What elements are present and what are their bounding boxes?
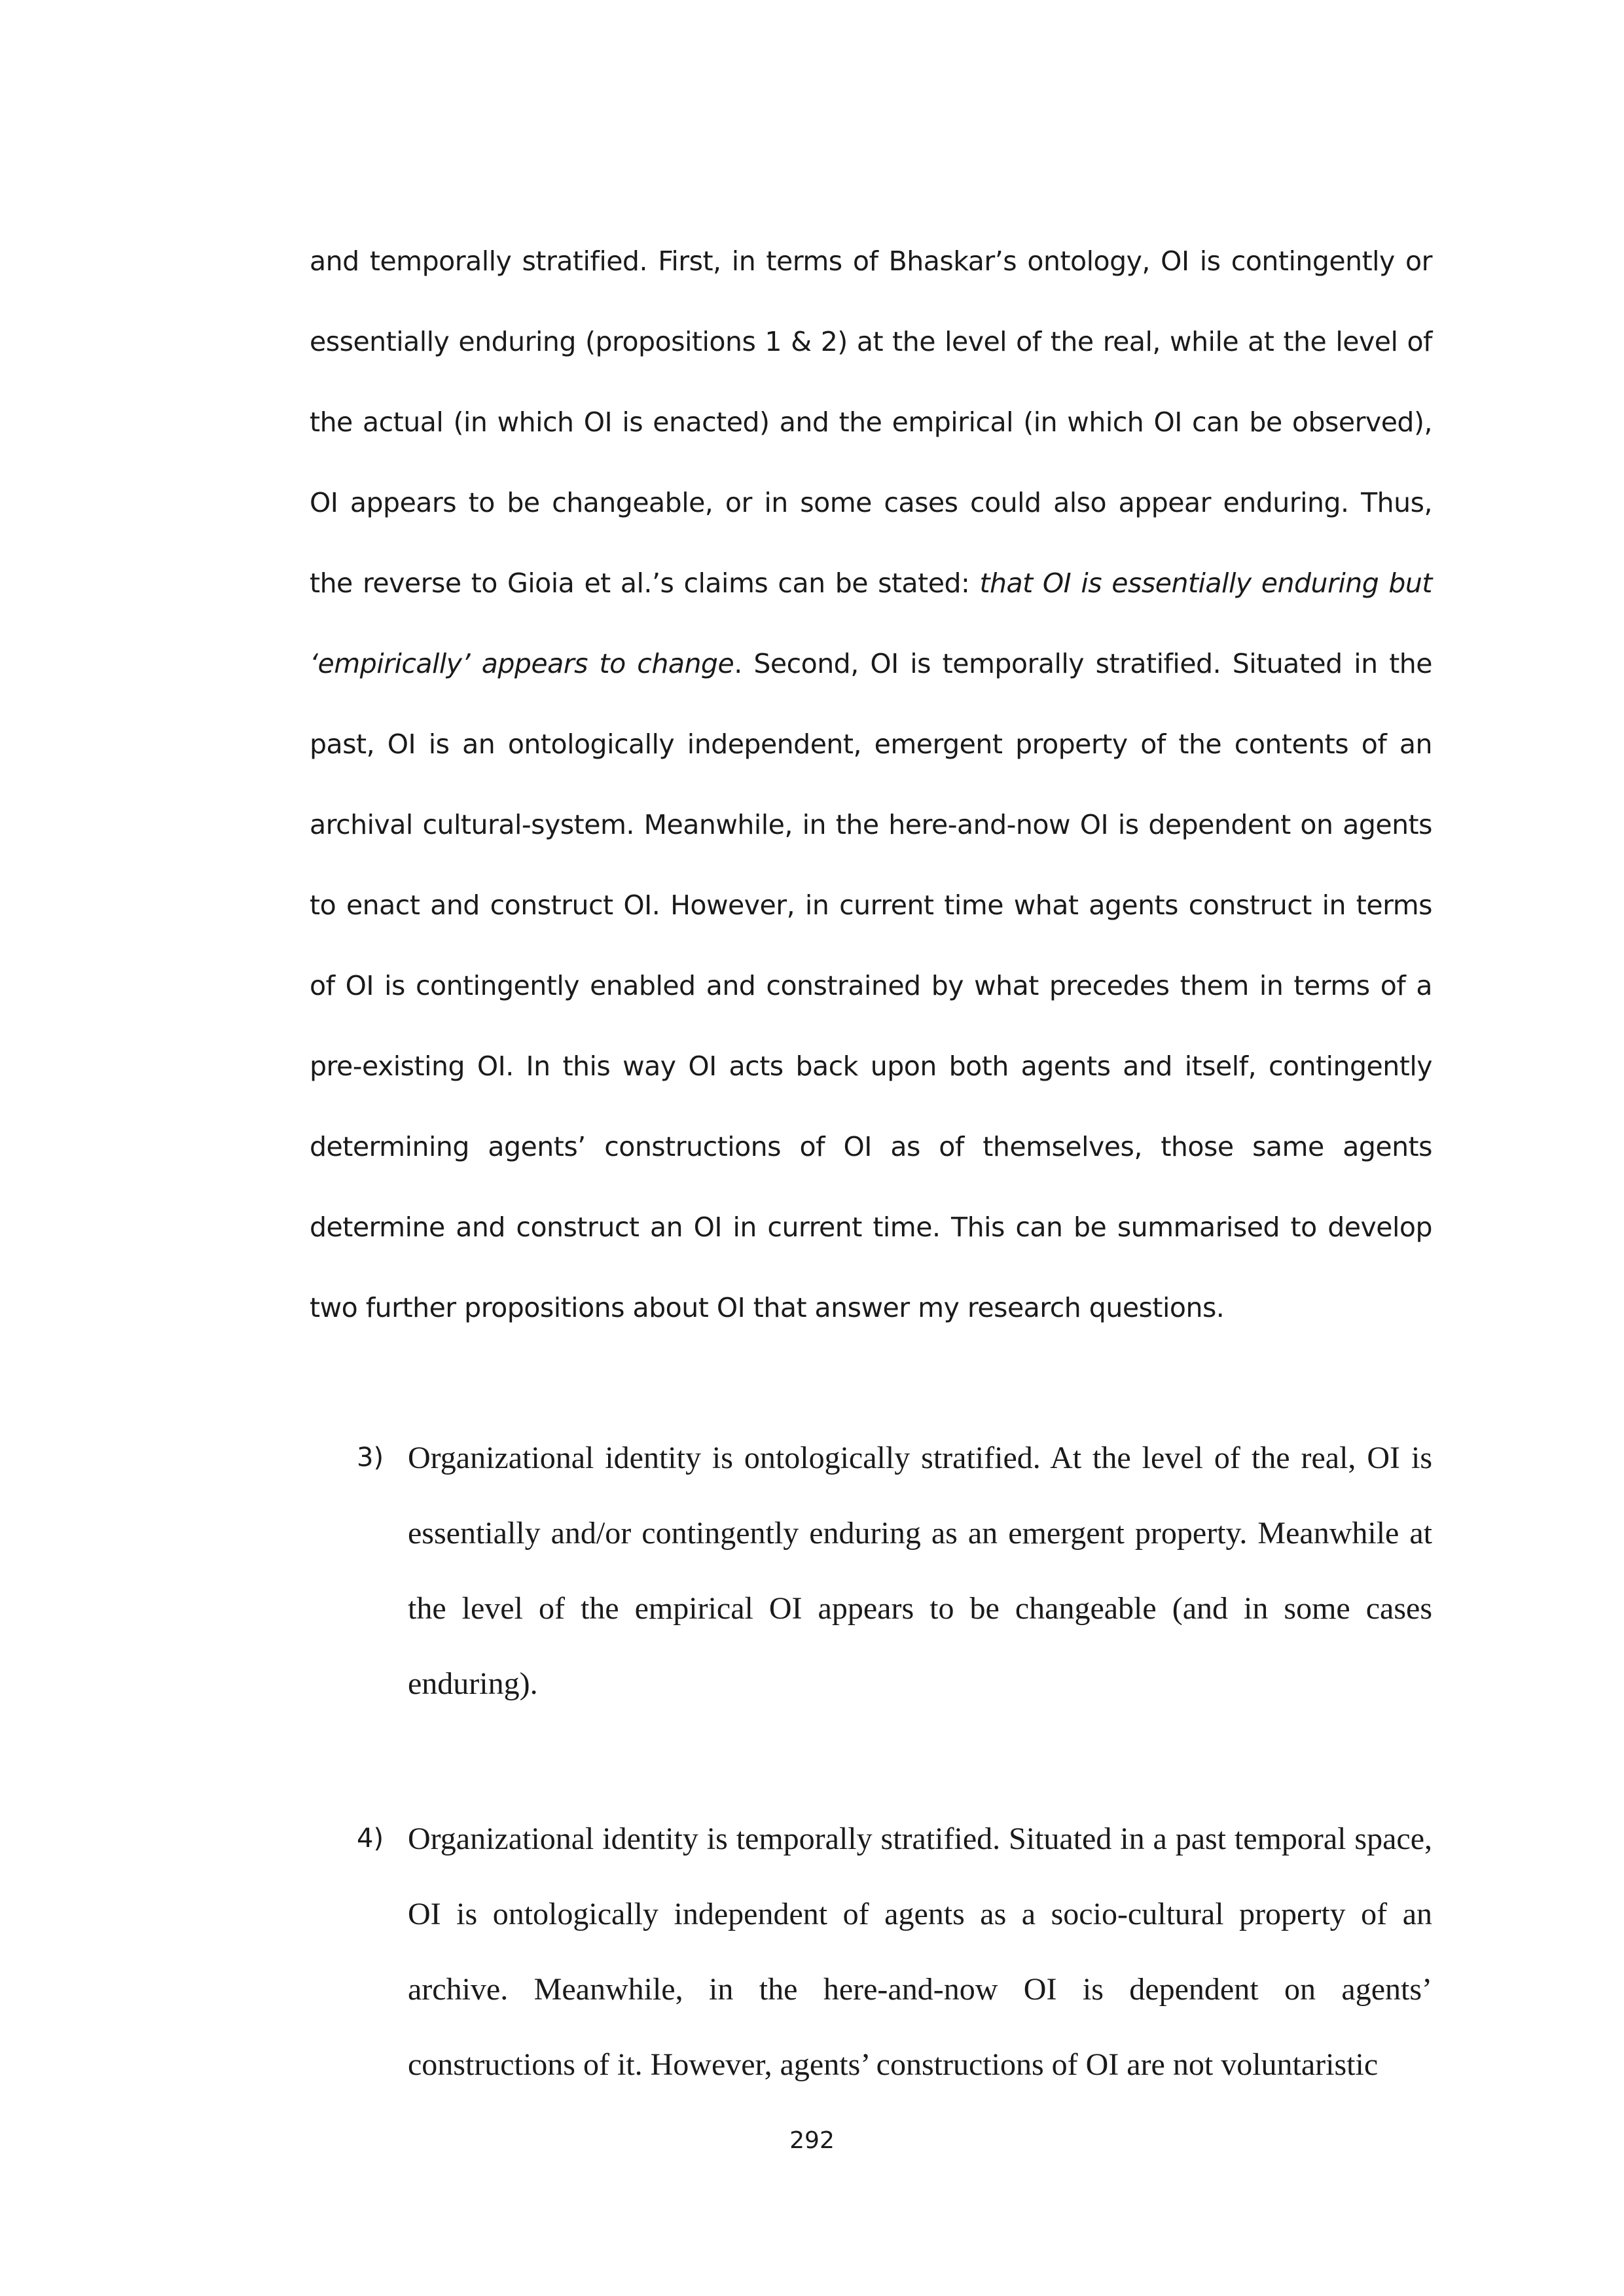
page-number: 292 <box>789 2127 835 2154</box>
proposition-number: 3) <box>357 1443 384 1473</box>
body-text-part-1: and temporally stratified. First, in terms of Bhaskar’s ontology, OI is contingently or essentially enduring (propositions 1 & 2) at the level of the real, while at the level of the actual (in which OI is enacted) and the empirical (in which OI can be observed), OI appears to be changeable, or in some cases could also appear enduring. Thus, the reverse to Gioia et al.’s claims can be stated: <box>310 245 1432 599</box>
proposition-text: Organizational identity is ontologically stratified. At the level of the real, OI is essentially and/or contingently enduring as an emergent property. Meanwhile at the level of the empirical OI appears to be changeable (and in some cases enduring). <box>408 1441 1432 1701</box>
body-text-italic: that OI is essentially enduring but ‘empirically’ appears to change <box>310 567 1432 679</box>
proposition-text: Organizational identity is temporally stratified. Situated in a past temporal space, OI is ontologically independent of agents as a socio-cultural property of an archive. Meanwhile, in the here-and-now OI is dependent on agents’ constructions of it. However, agents’ constructions of OI are not voluntaristic <box>408 1821 1432 2082</box>
body-paragraph <box>310 221 1432 1348</box>
body-text-part-2: . Second, OI is temporally stratified. Situated in the past, OI is an ontologically independent, emergent property of the contents of an archival cultural-system. Meanwhile, in the here-and-now OI is dependent on agents to enact and construct OI. However, in current time what agents construct in terms of OI is contingently enabled and constrained by what precedes them in terms of a pre-existing OI. In this way OI acts back upon both agents and itself, contingently determining agents’ constructions of OI as of themselves, those same agents determine and construct an OI in current time. This can be summarised to develop two further propositions about OI that answer my research questions. <box>310 648 1432 1323</box>
proposition-number: 4) <box>357 1823 384 1854</box>
